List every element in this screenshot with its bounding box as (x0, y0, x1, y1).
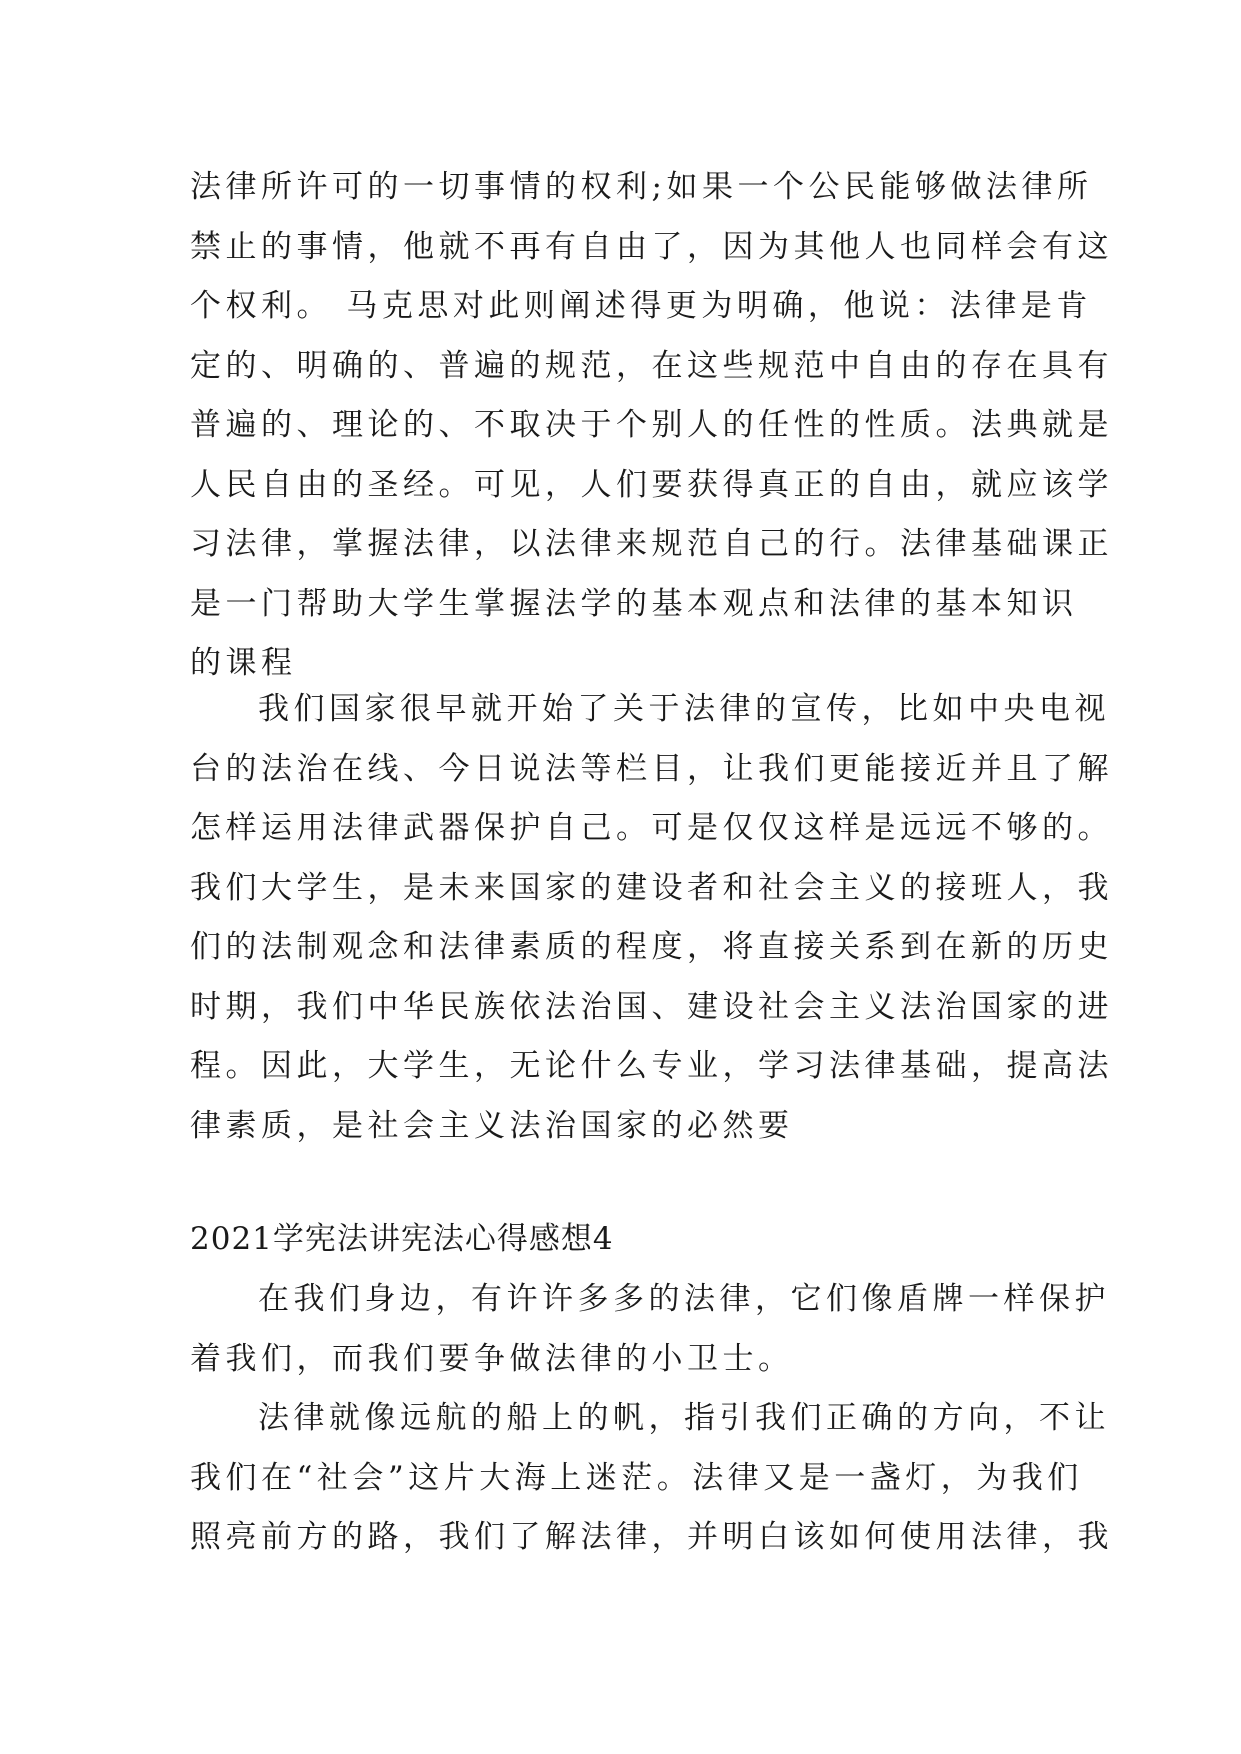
paragraph-block-1 (190, 158, 1113, 694)
text-line: 我们大学生，是未来国家的建设者和社会主义的接班人，我 (190, 869, 1113, 906)
text-line: 照亮前方的路，我们了解法律，并明白该如何使用法律，我 (190, 1519, 1113, 1555)
text-line: 的课程 (190, 645, 297, 681)
text-line: 时期，我们中华民族依法治国、建设社会主义法治国家的进 (190, 988, 1113, 1025)
text-line: 定的、明确的、普遍的规范，在这些规范中自由的存在具有 (190, 347, 1113, 384)
text-line: 是一门帮助大学生掌握法学的基本观点和法律的基本知识 (190, 585, 1078, 622)
text-line: 法律所许可的一切事情的权利;如果一个公民能够做法律所 (190, 169, 1093, 205)
text-line: 习法律，掌握法律，以法律来规范自己的行。法律基础课正 (190, 526, 1113, 562)
paragraph-block-2 (190, 680, 1113, 1156)
text-line: 在我们身边，有许许多多的法律，它们像盾牌一样保护 (258, 1281, 1110, 1317)
text-line: 们的法制观念和法律素质的程度，将直接关系到在新的历史 (190, 929, 1113, 965)
text-line: 怎样运用法律武器保护自己。可是仅仅这样是远远不够的。 (190, 810, 1113, 846)
text-line: 禁止的事情，他就不再有自由了，因为其他人也同样会有这 (190, 228, 1113, 265)
text-line: 个权利。 马克思对此则阐述得更为明确，他说：法律是肯 (190, 288, 1092, 324)
text-line: 法律就像远航的船上的帆，指引我们正确的方向，不让 (258, 1400, 1110, 1436)
text-line: 我们国家很早就开始了关于法律的宣传，比如中央电视 (258, 691, 1110, 727)
section-heading: 2021学宪法讲宪法心得感想4 (190, 1221, 614, 1257)
text-line: 着我们，而我们要争做法律的小卫士。 (190, 1340, 794, 1377)
text-line: 我们在“社会”这片大海上迷茫。法律又是一盏灯，为我们 (190, 1459, 1083, 1496)
text-line: 人民自由的圣经。可见，人们要获得真正的自由，就应该学 (190, 466, 1113, 503)
text-line: 台的法治在线、今日说法等栏目，让我们更能接近并且了解 (190, 750, 1113, 787)
text-line: 普遍的、理论的、不取决于个别人的任性的性质。法典就是 (190, 407, 1113, 443)
text-line: 律素质，是社会主义法治国家的必然要 (190, 1107, 794, 1144)
text-line: 程。因此，大学生，无论什么专业，学习法律基础，提高法 (190, 1048, 1113, 1084)
paragraph-block-3 (190, 1270, 1113, 1568)
